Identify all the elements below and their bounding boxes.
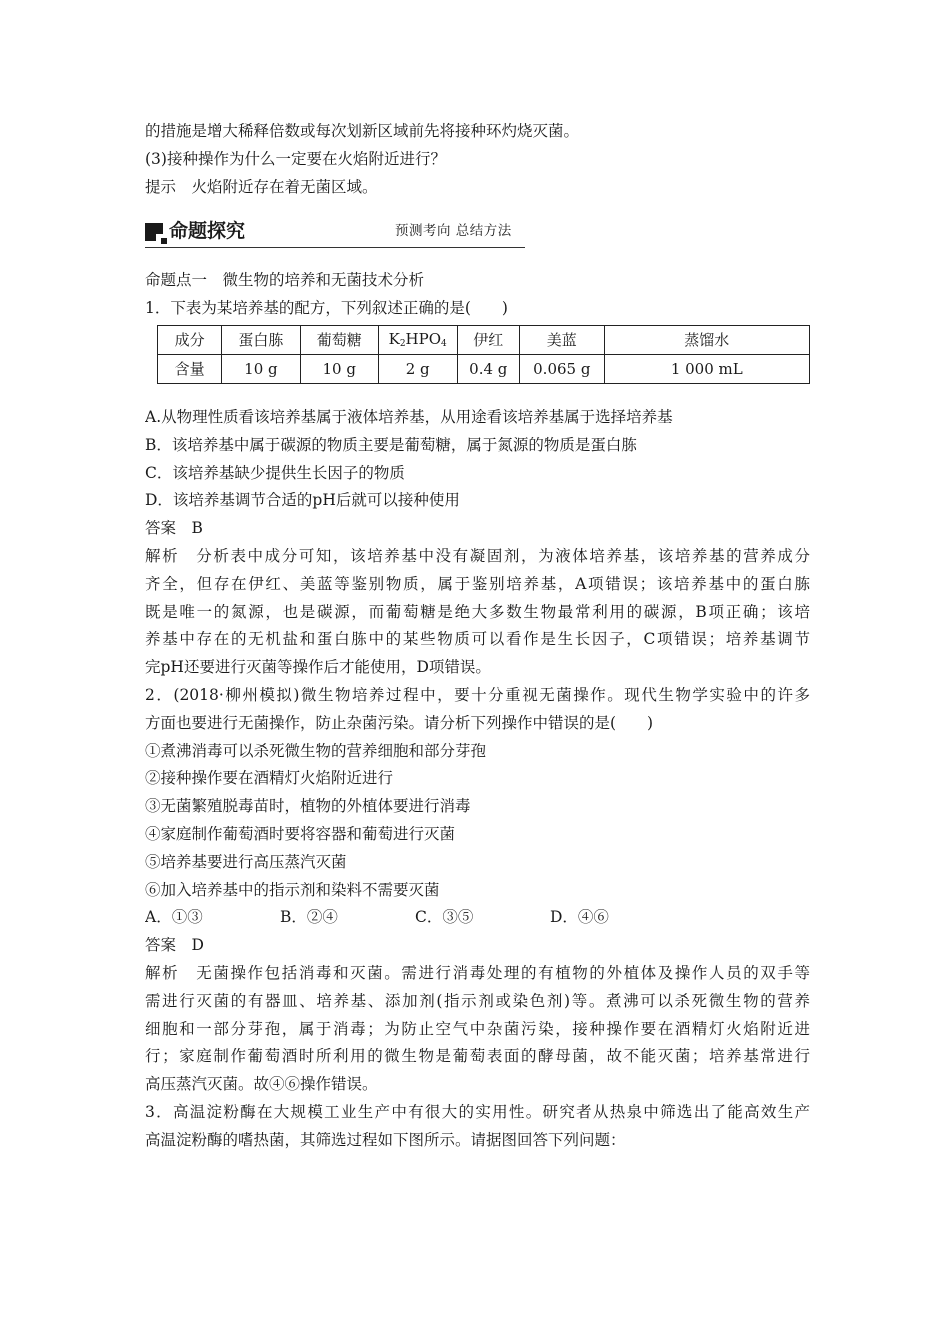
intro-line: 提示 火焰附近存在着无菌区域。 bbox=[145, 177, 378, 196]
question-1-stem: 1．下表为某培养基的配方，下列叙述正确的是( ) bbox=[145, 299, 508, 318]
table-cell: 0.4 g bbox=[457, 354, 520, 383]
question-1-analysis: 养基中存在的无机盐和蛋白胨中的某些物质可以看作是生长因子，C项错误；培养基调节 bbox=[145, 630, 810, 649]
question-3-stem: 高温淀粉酶的嗜热菌，其筛选过程如下图所示。请据图回答下列问题： bbox=[145, 1130, 626, 1149]
table-cell: 伊红 bbox=[457, 325, 520, 354]
table-cell: 葡萄糖 bbox=[300, 325, 378, 354]
question-1-analysis: 既是唯一的氮源，也是碳源，而葡萄糖是绝大多数生物最常利用的碳源，B项正确；该培 bbox=[145, 602, 810, 621]
question-2-stem: 方面也要进行无菌操作，防止杂菌污染。请分析下列操作中错误的是( ) bbox=[145, 713, 654, 732]
question-2-analysis: 高压蒸汽灭菌。故④⑥操作错误。 bbox=[145, 1075, 378, 1094]
table-cell: 含量 bbox=[158, 354, 222, 383]
question-1-analysis: 解析 分析表中成分可知，该培养基中没有凝固剂，为液体培养基，该培养基的营养成分 bbox=[145, 546, 810, 565]
question-2-item: ④家庭制作葡萄酒时要将容器和葡萄进行灭菌 bbox=[145, 824, 456, 843]
table-cell: 蒸馏水 bbox=[604, 325, 809, 354]
table-cell: 美蓝 bbox=[520, 325, 604, 354]
question-2-analysis: 解析 无菌操作包括消毒和灭菌。需进行消毒处理的有植物的外植体及操作人员的双手等 bbox=[145, 963, 810, 982]
question-1-option: A.从物理性质看该培养基属于液体培养基，从用途看该培养基属于选择培养基 bbox=[145, 407, 673, 426]
option-c: C．③⑤ bbox=[415, 908, 474, 927]
question-2-item: ①煮沸消毒可以杀死微生物的营养细胞和部分芽孢 bbox=[145, 741, 487, 760]
table-cell: 2 g bbox=[378, 354, 457, 383]
option-b: B．②④ bbox=[280, 908, 338, 927]
table-cell: 1 000 mL bbox=[604, 354, 809, 383]
section-subtitle: 预测考向 总结方法 bbox=[395, 223, 512, 240]
question-2-stem: 2．(2018·柳州模拟)微生物培养过程中，要十分重视无菌操作。现代生物学实验中的许多 bbox=[145, 685, 810, 704]
recipe-table bbox=[157, 325, 810, 384]
section-header bbox=[145, 215, 525, 257]
question-1-option: D．该培养基调节合适的pH后就可以接种使用 bbox=[145, 491, 460, 510]
question-1-option: C．该培养基缺少提供生长因子的物质 bbox=[145, 463, 405, 482]
option-d: D．④⑥ bbox=[550, 908, 609, 927]
section-icon bbox=[145, 223, 163, 241]
question-1-answer: 答案 B bbox=[145, 519, 203, 538]
section-divider bbox=[145, 247, 525, 248]
question-2-item: ⑥加入培养基中的指示剂和染料不需要灭菌 bbox=[145, 880, 440, 899]
table-cell: 10 g bbox=[300, 354, 378, 383]
table-cell: 0.065 g bbox=[520, 354, 604, 383]
intro-line: 的措施是增大稀释倍数或每次划新区域前先将接种环灼烧灭菌。 bbox=[145, 122, 580, 140]
question-2-analysis: 行；家庭制作葡萄酒时所利用的微生物是葡萄表面的酵母菌，故不能灭菌；培养基常进行 bbox=[145, 1047, 810, 1066]
question-2-options bbox=[145, 904, 810, 932]
table-cell: 10 g bbox=[222, 354, 300, 383]
intro-line: (3)接种操作为什么一定要在火焰附近进行？ bbox=[145, 149, 446, 168]
page-content bbox=[145, 118, 810, 1155]
question-2-answer: 答案 D bbox=[145, 936, 204, 955]
question-1-analysis: 完pH还要进行灭菌等操作后才能使用，D项错误。 bbox=[145, 658, 491, 677]
question-3-stem: 3．高温淀粉酶在大规模工业生产中有很大的实用性。研究者从热泉中筛选出了能高效生产 bbox=[145, 1102, 810, 1121]
question-2-item: ⑤培养基要进行高压蒸汽灭菌 bbox=[145, 852, 347, 871]
question-2-analysis: 需进行灭菌的有器皿、培养基、添加剂(指示剂或染色剂)等。煮沸可以杀死微生物的营养 bbox=[145, 991, 810, 1010]
table-cell: 蛋白胨 bbox=[222, 325, 300, 354]
question-2-item: ②接种操作要在酒精灯火焰附近进行 bbox=[145, 769, 394, 788]
table-cell: 成分 bbox=[158, 325, 222, 354]
table-row-components bbox=[158, 325, 810, 354]
question-2-item: ③无菌繁殖脱毒苗时，植物的外植体要进行消毒 bbox=[145, 797, 471, 816]
question-2-analysis: 细胞和一部分芽孢，属于消毒；为防止空气中杂菌污染，接种操作要在酒精灯火焰附近进 bbox=[145, 1019, 810, 1038]
section-title: 命题探究 bbox=[169, 220, 246, 243]
option-a: A．①③ bbox=[145, 908, 203, 927]
table-cell: $K_2HPO_4$ bbox=[378, 325, 457, 354]
question-1-option: B．该培养基中属于碳源的物质主要是葡萄糖，属于氮源的物质是蛋白胨 bbox=[145, 435, 637, 454]
topic-heading: 命题点一 微生物的培养和无菌技术分析 bbox=[145, 271, 425, 290]
table-row-amounts bbox=[158, 354, 810, 383]
question-1-analysis: 齐全，但存在伊红、美蓝等鉴别物质，属于鉴别培养基，A项错误；该培养基中的蛋白胨 bbox=[145, 574, 810, 593]
